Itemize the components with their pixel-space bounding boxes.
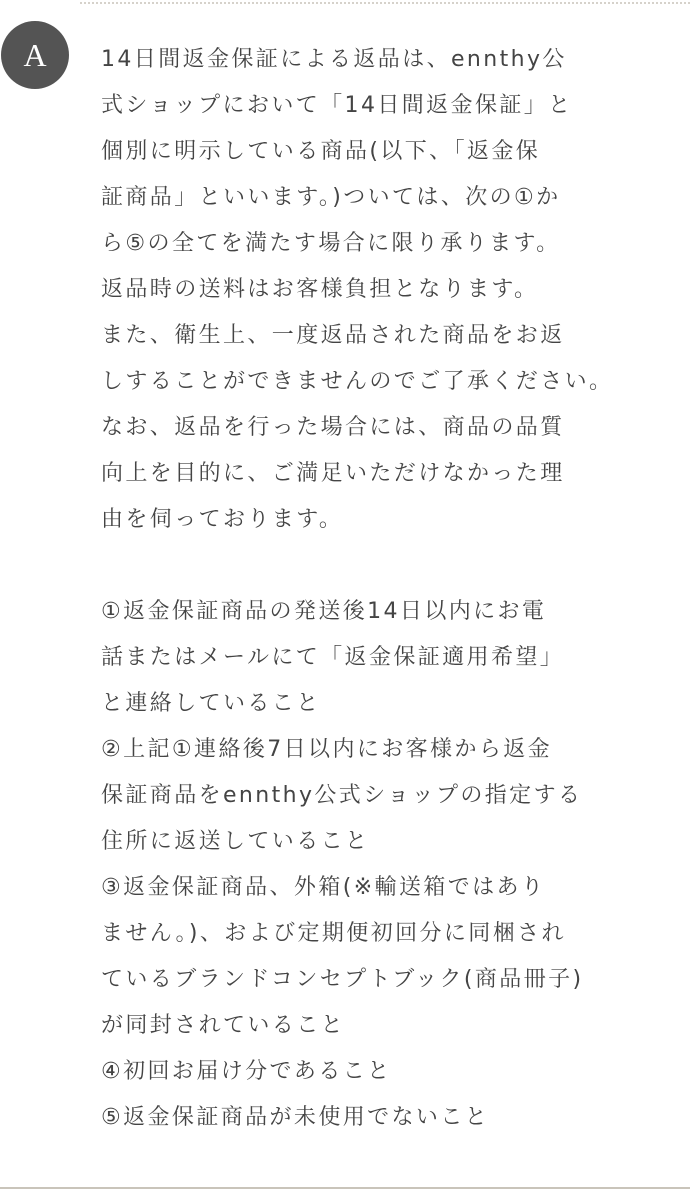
answer-line: 証商品」といいます。)ついては、次の①か bbox=[101, 185, 561, 210]
answer-line: なお、返品を行った場合には、商品の品質 bbox=[101, 415, 565, 440]
condition-line: ④初回お届け分であること bbox=[101, 1059, 392, 1084]
condition-line: 住所に返送していること bbox=[101, 829, 370, 854]
answer-badge-label: A bbox=[23, 37, 47, 73]
condition-line: と連絡していること bbox=[101, 691, 321, 716]
condition-line: ているブランドコンセプトブック(商品冊子) bbox=[101, 967, 584, 992]
answer-line: 個別に明示している商品(以下、「返金保 bbox=[101, 139, 541, 164]
condition-line: ⑤返金保証商品が未使用でないこと bbox=[101, 1105, 490, 1130]
condition-line: が同封されていること bbox=[101, 1013, 346, 1038]
condition-line: ません。)、および定期便初回分に同梱され bbox=[101, 921, 566, 946]
answer-line: また、衛生上、一度返品された商品をお返 bbox=[101, 323, 565, 348]
paragraph-gap bbox=[101, 543, 621, 589]
condition-line: 話またはメールにて「返金保証適用希望」 bbox=[101, 645, 565, 670]
bottom-divider bbox=[0, 1187, 690, 1189]
answer-badge bbox=[1, 21, 69, 89]
answer-line: 向上を目的に、ご満足いただけなかった理 bbox=[101, 461, 565, 486]
answer-line: しすることができませんのでご了承ください。 bbox=[101, 369, 614, 394]
answer-line: 由を伺っております。 bbox=[101, 507, 344, 532]
answer-text bbox=[101, 37, 621, 1141]
condition-line: 保証商品をennthy公式ショップの指定する bbox=[101, 783, 583, 808]
answer-line: ら⑤の全てを満たす場合に限り承ります。 bbox=[101, 231, 561, 256]
condition-line: ③返金保証商品、外箱(※輸送箱ではあり bbox=[101, 875, 546, 900]
condition-line: ②上記①連絡後7日以内にお客様から返金 bbox=[101, 737, 553, 762]
answer-line: 14日間返金保証による返品は、ennthy公 bbox=[101, 47, 567, 72]
answer-line: 返品時の送料はお客様負担となります。 bbox=[101, 277, 539, 302]
condition-line: ①返金保証商品の発送後14日以内にお電 bbox=[101, 599, 547, 624]
top-divider bbox=[80, 2, 690, 4]
answer-line: 式ショップにおいて「14日間返金保証」と bbox=[101, 93, 573, 118]
